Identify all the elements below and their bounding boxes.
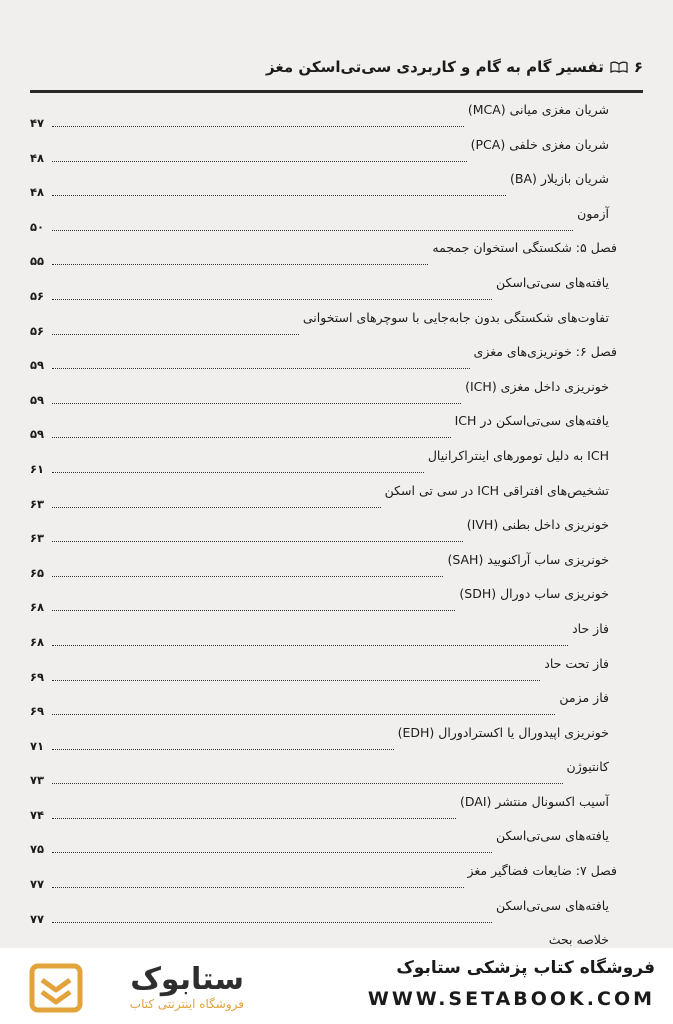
toc-entry [30,411,617,446]
table-of-contents [30,100,617,965]
toc-entry-page: ۵۵ [30,254,45,269]
toc-entry [30,584,617,619]
toc-entry-label: تفاوت‌های شکستگی بدون جابه‌جایی با سوچرهای استخوانی [302,309,609,325]
toc-entry-page: ۶۹ [30,704,45,719]
toc-dot-leader [52,368,470,369]
toc-dot-leader [52,334,299,335]
toc-entry-label: فاز مزمن [559,690,609,706]
toc-entry-label: فاز تحت حاد [544,655,609,671]
toc-entry-page: ۶۳ [30,496,45,511]
toc-entry [30,342,617,377]
toc-entry-page: ۶۸ [30,634,45,649]
toc-entry [30,688,617,723]
toc-entry-page: ۵۶ [30,288,45,303]
toc-entry-label: شریان مغزی خلفی (PCA) [470,136,609,152]
toc-entry [30,757,617,792]
toc-entry [30,654,617,689]
toc-dot-leader [52,403,461,404]
toc-entry-label: فاز حاد [572,620,609,636]
toc-entry [30,238,617,273]
toc-entry-page: ۶۸ [30,600,45,615]
toc-entry-page: ۷۷ [30,877,45,892]
toc-entry [30,204,617,239]
toc-dot-leader [52,783,563,784]
toc-entry [30,723,617,758]
toc-dot-leader [52,299,492,300]
toc-dot-leader [52,610,455,611]
page-header [30,56,643,94]
toc-entry-page: ۶۱ [30,461,45,476]
toc-entry-label: یافته‌های سی‌تی‌اسکن در ICH [454,413,609,429]
toc-entry-page: ۴۸ [30,185,45,200]
running-title [266,58,643,76]
toc-entry-page: ۴۷ [30,116,45,130]
toc-dot-leader [52,230,573,231]
toc-dot-leader [52,161,467,162]
toc-entry-page: ۷۳ [30,773,45,788]
toc-entry-page: ۷۵ [30,842,45,857]
store-name: فروشگاه کتاب پزشکی ستابوک [396,958,655,978]
toc-entry-page: ۶۹ [30,669,45,684]
logo-subtitle: فروشگاه اینترنتی کتاب [129,997,244,1011]
toc-entry [30,619,617,654]
toc-entry-page: ۷۱ [30,738,45,753]
toc-entry-label: کانتیوژن [566,759,609,775]
toc-entry-page: ۵۹ [30,358,45,373]
toc-dot-leader [52,507,381,508]
toc-entry-label: خونریزی داخل بطنی (IVH) [466,517,609,533]
toc-entry [30,515,617,550]
toc-entry [30,896,617,931]
header-rule [30,90,643,93]
toc-entry-label: فصل ۵: شکستگی استخوان جمجمه [432,240,617,256]
toc-entry [30,377,617,412]
toc-entry [30,100,617,135]
toc-entry [30,861,617,896]
toc-entry-page: ۶۵ [30,565,45,580]
toc-entry-label: فصل ۷: ضایعات فضاگیر مغز [467,863,617,879]
toc-entry [30,273,617,308]
toc-entry-label: فصل ۶: خونریزی‌های مغزی [473,344,617,360]
toc-dot-leader [52,852,492,853]
toc-entry-label: خونریزی ساب آراکنویید (SAH) [447,551,609,567]
toc-dot-leader [52,541,463,542]
toc-entry-label: تشخیص‌های افتراقی ICH در سی تی اسکن [384,482,609,498]
toc-entry [30,481,617,516]
toc-entry-label: خونریزی داخل مغزی (ICH) [465,378,609,394]
toc-entry [30,135,617,170]
toc-entry-label: ICH به دلیل تومورهای اینتراکرانیال [427,447,609,463]
toc-dot-leader [52,472,424,473]
store-footer [0,948,673,1024]
toc-entry-page: ۵۹ [30,427,45,442]
toc-entry [30,308,617,343]
toc-entry-label: شریان بازیلار (BA) [510,171,609,187]
toc-dot-leader [52,437,451,438]
logo-wordmark: ستابوک [130,962,244,997]
toc-entry [30,446,617,481]
header-page-number: ۶ [633,58,643,76]
toc-entry-page: ۶۳ [30,531,45,546]
toc-dot-leader [52,126,464,127]
toc-entry [30,169,617,204]
toc-entry-label: خونریزی اپیدورال یا اکسترادورال (EDH) [397,724,609,740]
logo-chevron-icon [28,960,84,1016]
toc-entry-page: ۵۹ [30,392,45,407]
store-url[interactable]: WWW.SETABOOK.COM [367,988,655,1010]
toc-entry-label: یافته‌های سی‌تی‌اسکن [495,897,609,913]
toc-entry-label: آزمون [577,205,609,221]
toc-dot-leader [52,749,394,750]
toc-entry-label: یافته‌های سی‌تی‌اسکن [495,828,609,844]
toc-entry-label: آسیب اکسونال منتشر (DAI) [459,793,609,809]
toc-dot-leader [52,645,568,646]
book-title: تفسیر گام به گام و کاربردی سی‌تی‌اسکن مغز [266,58,604,76]
toc-entry-label: خونریزی ساب دورال (SDH) [459,586,609,602]
toc-dot-leader [52,922,492,923]
open-book-icon [610,61,628,73]
toc-dot-leader [52,714,555,715]
toc-entry-label: یافته‌های سی‌تی‌اسکن [495,274,609,290]
toc-entry [30,826,617,861]
toc-dot-leader [52,195,506,196]
toc-dot-leader [52,887,464,888]
toc-entry [30,792,617,827]
store-logo [28,960,258,1016]
toc-dot-leader [52,576,443,577]
toc-entry-label: شریان مغزی میانی (MCA) [467,102,609,117]
toc-dot-leader [52,818,456,819]
toc-entry-label: خلاصه بحث [548,932,609,948]
toc-entry-page: ۴۸ [30,150,45,165]
toc-entry-page: ۷۴ [30,807,45,822]
toc-entry [30,550,617,585]
toc-dot-leader [52,264,428,265]
toc-dot-leader [52,680,540,681]
toc-entry-page: ۷۷ [30,911,45,926]
toc-entry-page: ۵۰ [30,219,45,234]
toc-entry-page: ۵۶ [30,323,45,338]
